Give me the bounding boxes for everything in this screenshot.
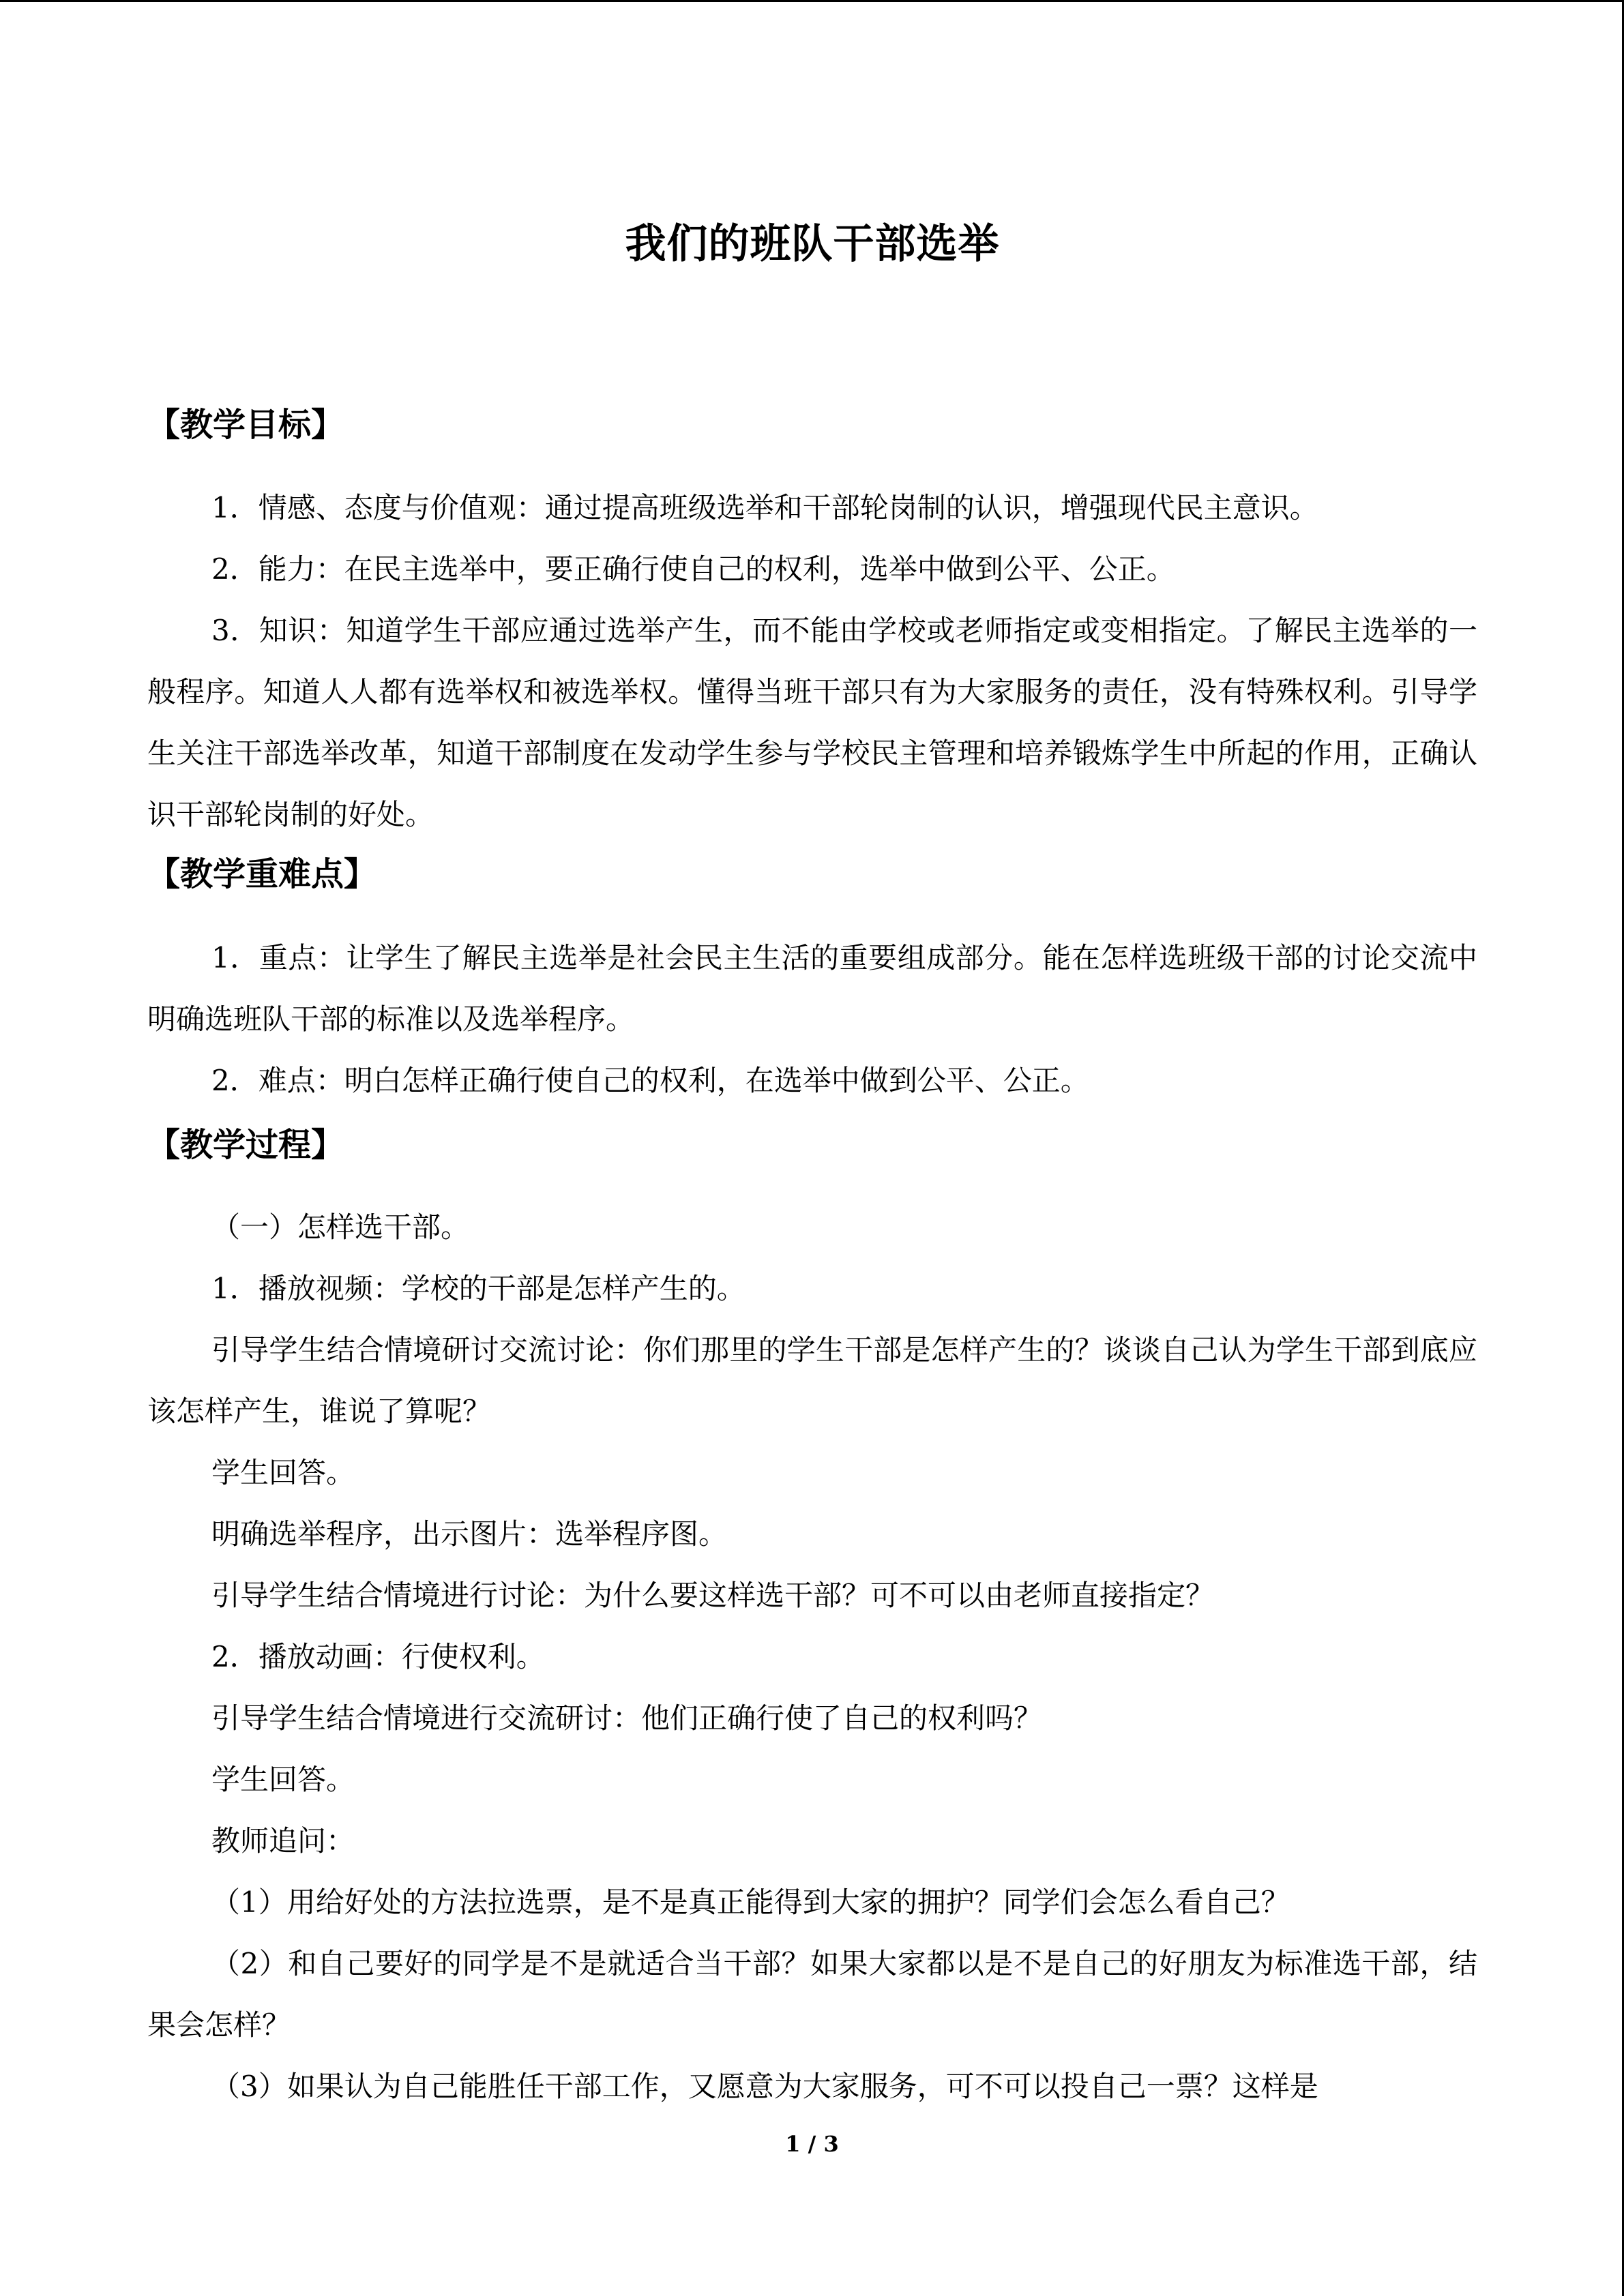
process-paragraph-13: （3）如果认为自己能胜任干部工作，又愿意为大家服务，可不可以投自己一票？这样是 [211, 2070, 1318, 2103]
key-points-paragraph-1: 1．重点：让学生了解民主选举是社会民主生活的重要组成部分。能在怎样选班级干部的讨论交流中明确选班队干部的标准以及选举程序。 [147, 941, 1477, 1036]
process-paragraph-10: 教师追问： [211, 1824, 355, 1858]
section-heading-key-points: 【教学重难点】 [147, 855, 377, 893]
objectives-paragraph-1: 1．情感、态度与价值观：通过提高班级选举和干部轮岗制的认识，增强现代民主意识。 [211, 491, 1318, 524]
process-paragraph-2: 1．播放视频：学校的干部是怎样产生的。 [211, 1272, 745, 1305]
process-paragraph-8: 引导学生结合情境进行交流研讨：他们正确行使了自己的权利吗？ [211, 1701, 1043, 1735]
process-paragraph-7: 2．播放动画：行使权利。 [211, 1640, 545, 1673]
objectives-paragraph-2: 2．能力：在民主选举中，要正确行使自己的权利，选举中做到公平、公正。 [211, 552, 1175, 586]
document-title: 我们的班队干部选举 [625, 220, 1000, 268]
process-paragraph-3: 引导学生结合情境研讨交流讨论：你们那里的学生干部是怎样产生的？谈谈自己认为学生干部到底应该怎样产生，谁说了算呢？ [147, 1333, 1477, 1428]
process-paragraph-5: 明确选举程序，出示图片：选举程序图。 [211, 1517, 728, 1551]
process-paragraph-1: （一）怎样选干部。 [211, 1210, 470, 1244]
process-paragraph-11: （1）用给好处的方法拉选票，是不是真正能得到大家的拥护？同学们会怎么看自己？ [211, 1885, 1290, 1919]
process-paragraph-4: 学生回答。 [211, 1456, 355, 1489]
process-paragraph-9: 学生回答。 [211, 1763, 355, 1796]
objectives-paragraph-3: 3．知识：知道学生干部应通过选举产生，而不能由学校或老师指定或变相指定。了解民主选举的一般程序。知道人人都有选举权和被选举权。懂得当班干部只有为大家服务的责任，没有特殊权利。引导学生关注干部选举改革，知道干部制度在发动学生参与学校民主管理和培养锻炼学生中所起的作用，正确认识干部轮岗制的好处。 [147, 614, 1477, 831]
section-heading-process: 【教学过程】 [147, 1126, 344, 1164]
key-points-paragraph-2: 2．难点：明白怎样正确行使自己的权利，在选举中做到公平、公正。 [211, 1064, 1089, 1097]
process-paragraph-12: （2）和自己要好的同学是不是就适合当干部？如果大家都以是不是自己的好朋友为标准选干部，结果会怎样？ [147, 1947, 1477, 2042]
process-paragraph-6: 引导学生结合情境进行讨论：为什么要这样选干部？可不可以由老师直接指定？ [211, 1579, 1215, 1612]
page-border-top [0, 0, 1624, 2]
section-heading-objectives: 【教学目标】 [147, 406, 344, 444]
page-number: 1 / 3 [785, 2131, 839, 2157]
